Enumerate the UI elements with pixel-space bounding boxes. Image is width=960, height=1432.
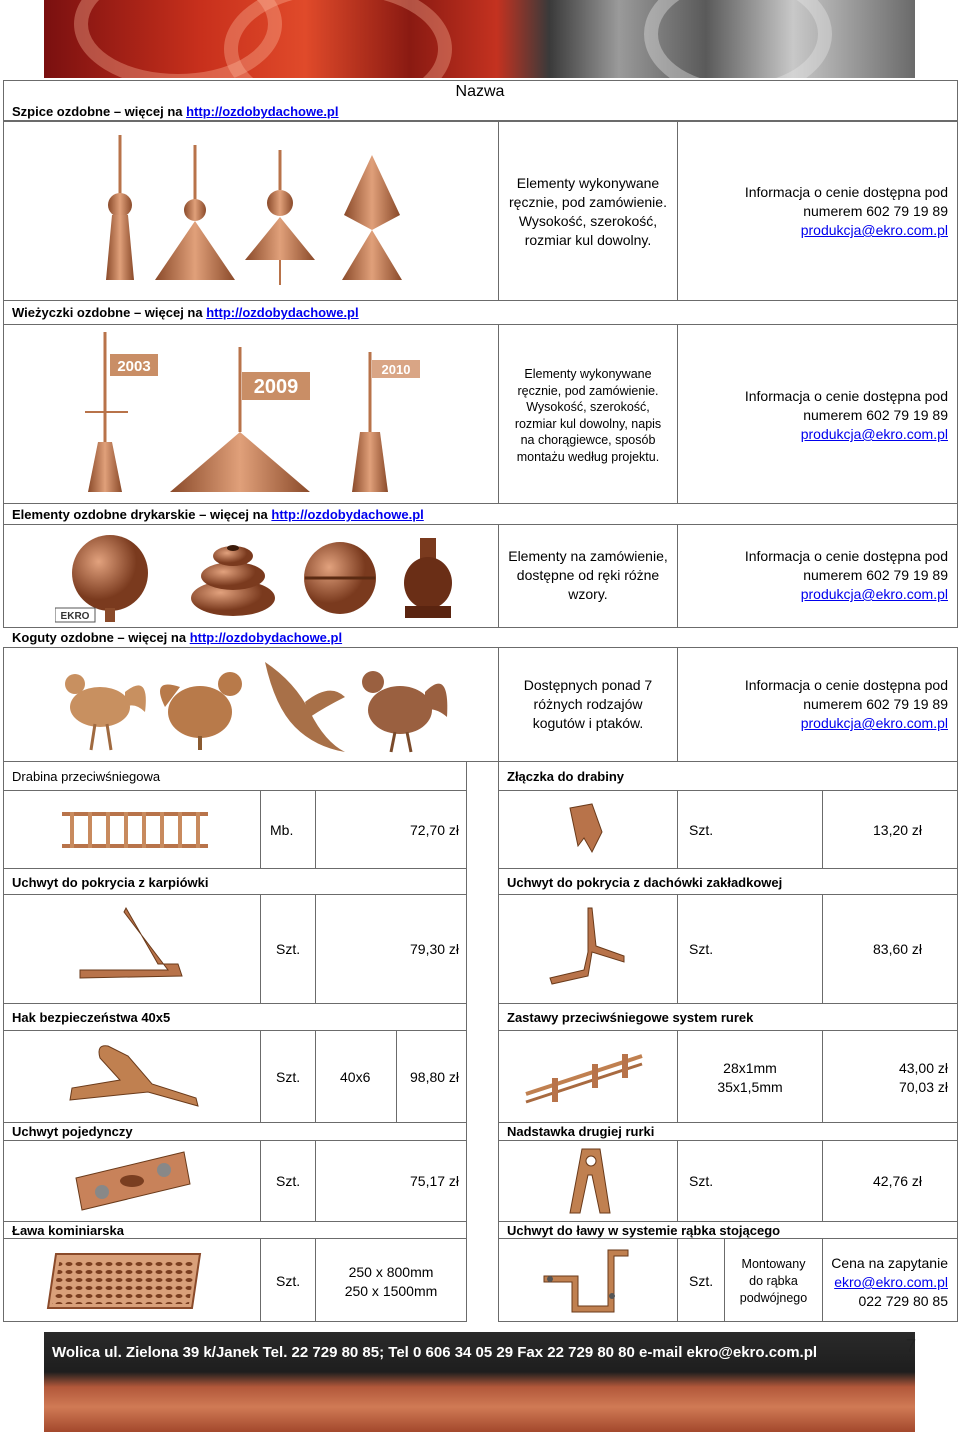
snow-tubes-title: Zastawy przeciwśniegowe system rurek bbox=[507, 1010, 754, 1025]
second-tube-illustration bbox=[560, 1145, 620, 1217]
svg-text:2009: 2009 bbox=[253, 376, 299, 398]
snow-tubes-prices: 43,00 zł 70,03 zł bbox=[898, 1060, 948, 1095]
connector-illustration bbox=[562, 802, 606, 856]
spire-1 bbox=[106, 135, 134, 280]
single-holder-title: Uchwyt pojedynczy bbox=[12, 1124, 133, 1139]
single-unit: Szt. bbox=[276, 1173, 301, 1189]
carp-unit: Szt. bbox=[276, 941, 301, 957]
turrets-illustration bbox=[70, 332, 430, 498]
ekro-logo: EKRO bbox=[60, 611, 90, 622]
safety-hook-illustration bbox=[68, 1042, 202, 1110]
footer-contact-text: Wolica ul. Zielona 39 k/Janek Tel. 22 729 80 85; Tel 0 606 34 05 29 Fax 22 729 80 80 e-mail ekro@ekro.com.pl bbox=[52, 1344, 818, 1361]
svg-text:2003: 2003 bbox=[117, 358, 151, 375]
bench-unit: Szt. bbox=[276, 1273, 301, 1289]
carp-holder-illustration bbox=[78, 904, 188, 984]
link-ozdobydachowe[interactable]: http://ozdobydachowe.pl bbox=[271, 507, 424, 522]
tile-price: 83,60 zł bbox=[873, 941, 923, 957]
tile-holder-title: Uchwyt do pokrycia z dachówki zakładkowej bbox=[507, 875, 783, 890]
second-price: 42,76 zł bbox=[873, 1173, 923, 1189]
weathervane-3 bbox=[352, 352, 420, 492]
tile-unit: Szt. bbox=[689, 941, 714, 957]
email-link[interactable]: produkcja@ekro.com.pl bbox=[800, 715, 948, 731]
ladder-price: 72,70 zł bbox=[410, 822, 460, 838]
rooster-3 bbox=[362, 671, 447, 752]
weathervane-1 bbox=[85, 332, 158, 492]
single-holder-illustration bbox=[74, 1148, 194, 1214]
tile-holder-illustration bbox=[548, 906, 632, 990]
weathervane-2 bbox=[170, 347, 310, 492]
section-label-turrets: Wieżyczki ozdobne – więcej na http://ozdobydachowe.pl bbox=[12, 305, 359, 320]
spire-3 bbox=[245, 150, 315, 285]
snow-tubes-illustration bbox=[522, 1044, 646, 1108]
dryer-description: Elementy na zamówienie, dostępne od ręki różne wzory. bbox=[508, 548, 668, 602]
bench-holder-unit: Szt. bbox=[689, 1273, 714, 1289]
column-title: Nazwa bbox=[455, 83, 505, 100]
ladder-unit: Mb. bbox=[270, 822, 294, 838]
eagle bbox=[265, 662, 345, 752]
rooster-1 bbox=[65, 674, 146, 750]
second-unit: Szt. bbox=[689, 1173, 714, 1189]
snow-tubes-sizes: 28x1mm 35x1,5mm bbox=[717, 1060, 783, 1095]
spires-description: Elementy wykonywane ręcznie, pod zamówienie. Wysokość, szerokość, rozmiar kul dowolny. bbox=[509, 175, 667, 248]
spire-2 bbox=[155, 145, 235, 280]
copper-tiered-cap bbox=[191, 545, 275, 616]
email-link[interactable]: produkcja@ekro.com.pl bbox=[800, 426, 948, 442]
section-label-roosters: Koguty ozdobne – więcej na http://ozdobydachowe.pl bbox=[12, 630, 343, 645]
svg-text:2010: 2010 bbox=[381, 362, 411, 377]
hook-size: 40x6 bbox=[340, 1069, 371, 1085]
section-label-dryer: Elementy ozdobne drykarskie – więcej na http://ozdobydachowe.pl bbox=[12, 507, 424, 522]
ladder-title: Drabina przeciwśniegowa bbox=[12, 769, 161, 784]
dryer-illustration bbox=[55, 528, 455, 624]
second-tube-title: Nadstawka drugiej rurki bbox=[507, 1124, 655, 1139]
turrets-description: Elementy wykonywane ręcznie, pod zamówienie. Wysokość, szerokość, rozmiar kul dowolny, napis na chorągiewce, sposób montażu według projektu. bbox=[514, 367, 662, 464]
link-ozdobydachowe[interactable]: http://ozdobydachowe.pl bbox=[186, 104, 339, 119]
top-banner-image bbox=[44, 0, 915, 78]
footer-banner bbox=[44, 1332, 915, 1432]
bench-holder-mount-note: Montowany do rąbka podwójnego bbox=[739, 1257, 808, 1305]
carp-price: 79,30 zł bbox=[410, 941, 460, 957]
single-price: 75,17 zł bbox=[410, 1173, 460, 1189]
bench-holder-illustration bbox=[538, 1246, 642, 1316]
bench-holder-title: Uchwyt do ławy w systemie rąbka stojącego bbox=[507, 1223, 781, 1238]
hook-unit: Szt. bbox=[276, 1069, 301, 1085]
link-ozdobydachowe[interactable]: http://ozdobydachowe.pl bbox=[206, 305, 359, 320]
spires-price-info: Informacja o cenie dostępna pod numerem 602 79 19 89 produkcja@ekro.com.pl bbox=[744, 184, 948, 238]
section-label-spires: Szpice ozdobne – więcej na http://ozdobydachowe.pl bbox=[12, 104, 339, 119]
roosters-description: Dostępnych ponad 7 różnych rodzajów kogutów i ptaków. bbox=[523, 677, 653, 731]
roosters-price-info: Informacja o cenie dostępna pod numerem 602 79 19 89 produkcja@ekro.com.pl bbox=[744, 677, 948, 731]
hook-price: 98,80 zł bbox=[410, 1069, 460, 1085]
copper-finial bbox=[404, 538, 452, 618]
roosters-illustration bbox=[55, 652, 455, 756]
link-ozdobydachowe[interactable]: http://ozdobydachowe.pl bbox=[189, 630, 343, 645]
spires-illustration bbox=[90, 135, 420, 295]
chimney-bench-title: Ława kominiarska bbox=[12, 1223, 124, 1238]
turrets-price-info: Informacja o cenie dostępna pod numerem 602 79 19 89 produkcja@ekro.com.pl bbox=[744, 388, 948, 442]
email-link[interactable]: produkcja@ekro.com.pl bbox=[800, 586, 948, 602]
rooster-2 bbox=[160, 672, 242, 750]
bench-sizes: 250 x 800mm 250 x 1500mm bbox=[344, 1264, 438, 1299]
connector-title: Złączka do drabiny bbox=[507, 769, 625, 784]
dryer-price-info: Informacja o cenie dostępna pod numerem 602 79 19 89 produkcja@ekro.com.pl bbox=[744, 548, 948, 602]
safety-hook-title: Hak bezpieczeństwa 40x5 bbox=[12, 1010, 171, 1025]
connector-price: 13,20 zł bbox=[873, 822, 923, 838]
connector-unit: Szt. bbox=[689, 822, 714, 838]
carp-holder-title: Uchwyt do pokrycia z karpiówki bbox=[12, 875, 209, 890]
spire-4 bbox=[342, 155, 402, 280]
ekro-email-link[interactable]: ekro@ekro.com.pl bbox=[834, 1274, 948, 1290]
page-number: 7 bbox=[906, 1336, 917, 1356]
copper-ribbed-ball bbox=[304, 542, 376, 614]
bench-holder-price-note: Cena na zapytanie ekro@ekro.com.pl 022 729 80 85 bbox=[831, 1255, 948, 1309]
email-link[interactable]: produkcja@ekro.com.pl bbox=[800, 222, 948, 238]
chimney-bench-illustration bbox=[44, 1252, 204, 1312]
ladder-illustration bbox=[62, 808, 208, 852]
